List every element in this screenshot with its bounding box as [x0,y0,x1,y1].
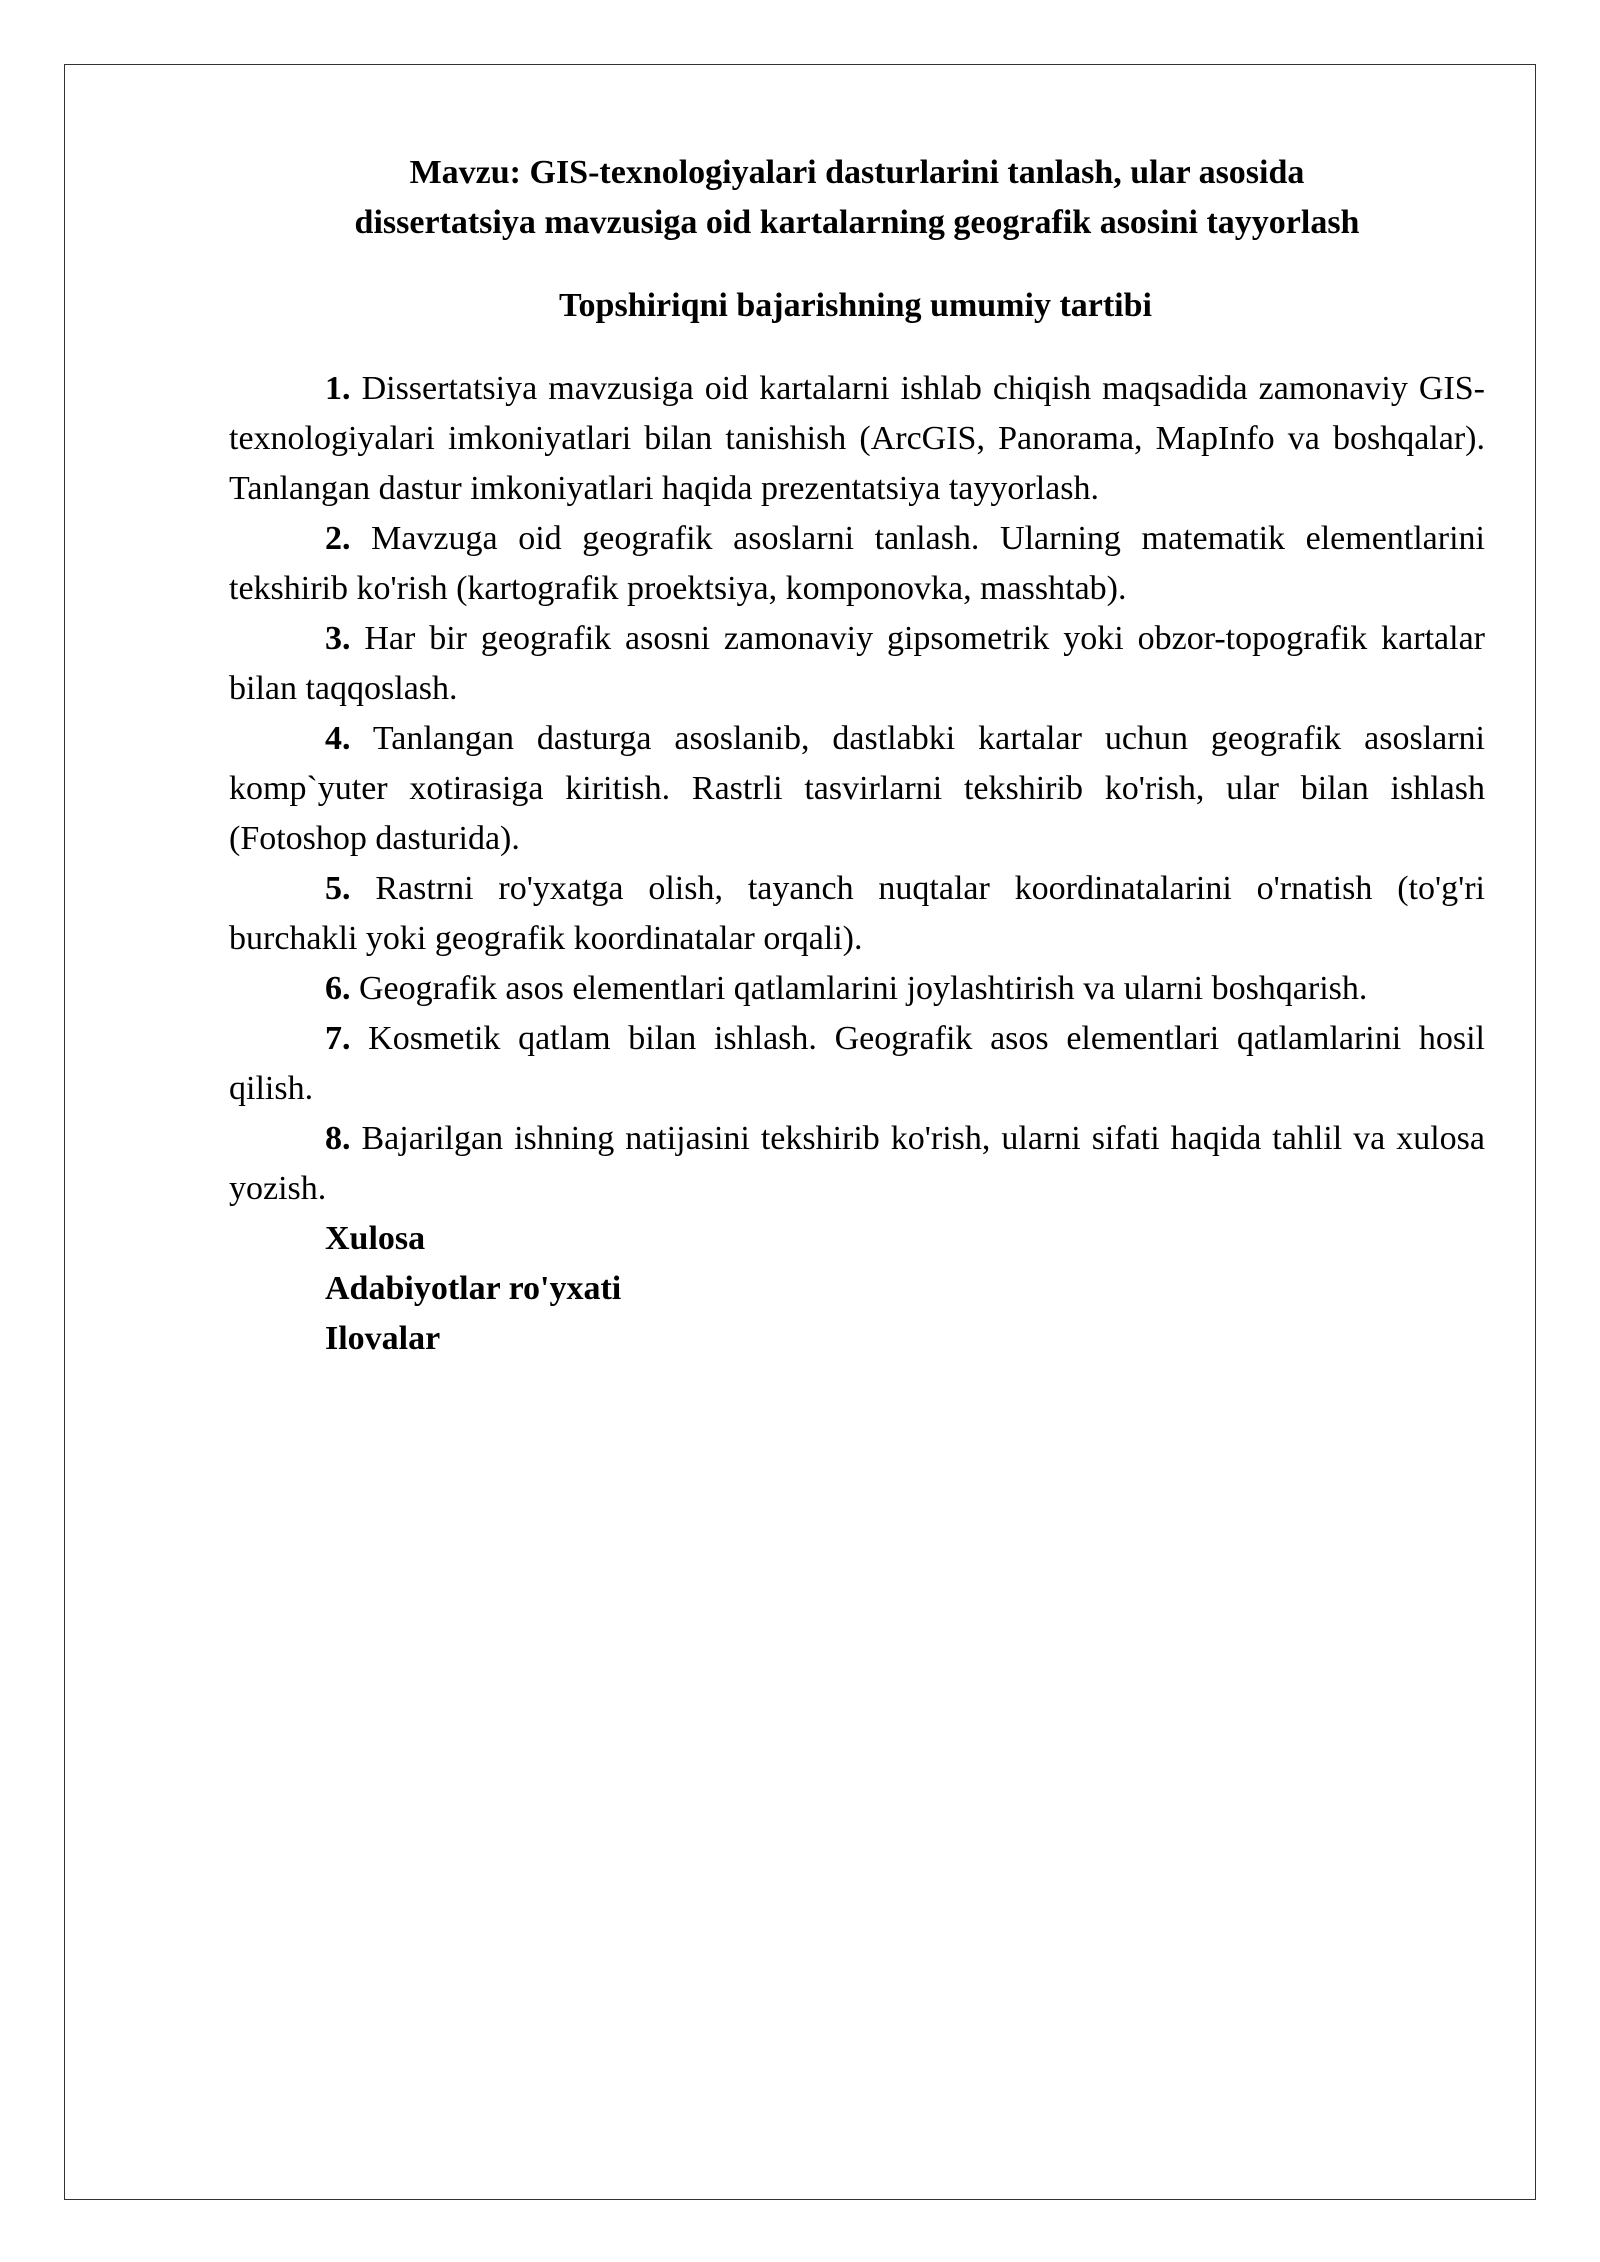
conclusion-heading: Xulosa [325,1220,426,1257]
item-text: Tanlangan dasturga asoslanib, dastlabki kartalar uchun geografik asoslarni komp`yuter xotirasiga kiritish. Rastrli tasvirlarni tekshirib ko'rish, ular bilan ishlash (Fotoshop dasturida). [229,720,1485,857]
references-heading: Adabiyotlar ro'yxati [325,1270,622,1307]
item-number: 6. [325,970,351,1007]
item-number: 7. [325,1020,351,1057]
list-item-2 [229,514,1485,614]
item-text: Dissertatsiya mavzusiga oid kartalarni ishlab chiqish maqsadida zamonaviy GIS-texnologiyalari imkoniyatlari bilan tanishish (ArcGIS, Panorama, MapInfo va boshqalar). Tanlangan dastur imkoniyatlari haqida prezentatsiya tayyorlash. [229,370,1485,507]
title-line-1: Mavzu: GIS-texnologiyalari dasturlarini tanlash, ular asosida [409,154,1305,191]
appendices-heading: Ilovalar [325,1320,441,1357]
item-number: 2. [325,520,351,557]
item-text: Mavzuga oid geografik asoslarni tanlash. Ularning matematik elementlarini tekshirib ko'rish (kartografik proektsiya, komponovka, masshtab). [229,520,1485,607]
list-item-5 [229,864,1485,964]
item-text: Rastrni ro'yxatga olish, tayanch nuqtalar koordinatalarini o'rnatish (to'g'ri burchakli yoki geografik koordinatalar orqali). [229,870,1485,957]
item-number: 1. [325,370,351,407]
item-number: 5. [325,870,351,907]
list-item-8 [229,1114,1485,1214]
list-item-7 [229,1014,1485,1114]
item-text: Kosmetik qatlam bilan ishlash. Geografik asos elementlari qatlamlarini hosil qilish. [229,1020,1485,1107]
document-body [229,148,1485,1364]
list-item-1 [229,364,1485,514]
item-text: Bajarilgan ishning natijasini tekshirib ko'rish, ularni sifati haqida tahlil va xulosa yozish. [229,1120,1485,1207]
item-text: Har bir geografik asosni zamonaviy gipsometrik yoki obzor-topografik kartalar bilan taqqoslash. [229,620,1485,707]
list-item-3 [229,614,1485,714]
section-heading: Topshiriqni bajarishning umumiy tartibi [559,287,1152,324]
item-text: Geografik asos elementlari qatlamlarini joylashtirish va ularni boshqarish. [350,970,1368,1007]
list-item-6 [229,964,1485,1014]
item-number: 8. [325,1120,351,1157]
task-list [229,364,1485,1214]
title-line-2: dissertatsiya mavzusiga oid kartalarning geografik asosini tayyorlash [354,204,1360,241]
item-number: 4. [325,720,351,757]
list-item-4 [229,714,1485,864]
document-title [229,148,1485,248]
item-number: 3. [325,620,351,657]
